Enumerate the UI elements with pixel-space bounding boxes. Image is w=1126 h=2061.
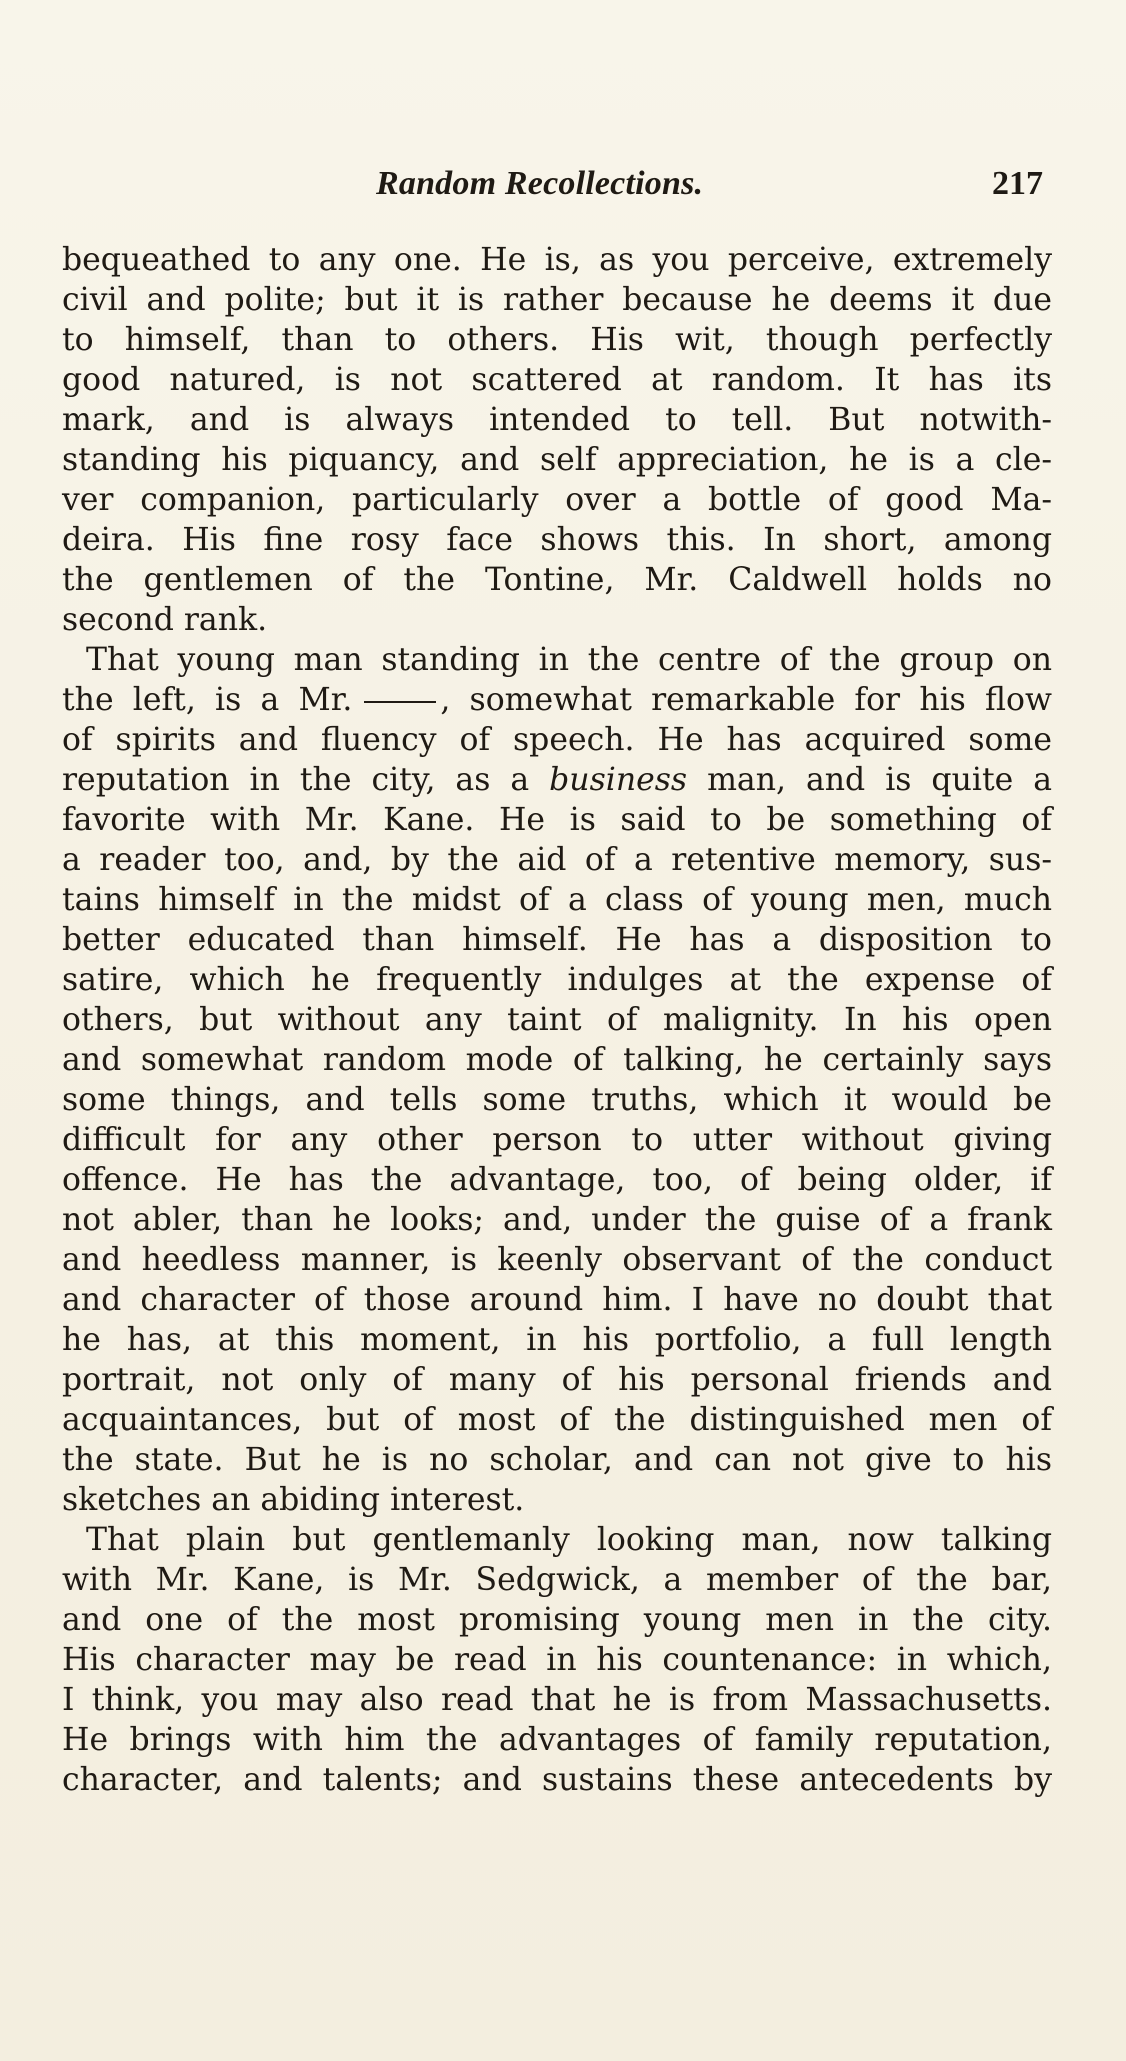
text-line: He brings with him the advantages of family reputation, — [62, 1722, 1052, 1758]
text-line: second rank. — [62, 602, 268, 638]
text-line: character, and talents; and sustains these antecedents by — [62, 1762, 1052, 1798]
text-line: standing his piquancy, and self appreciation, he is a cle- — [62, 442, 1052, 478]
text-line: good natured, is not scattered at random. It has its — [62, 362, 1052, 398]
running-title: Random Recollections. — [376, 165, 704, 202]
page-number: 217 — [992, 165, 1043, 202]
text-segment: the left, is a Mr. — [62, 682, 353, 718]
text-line: portrait, not only of many of his personal friends and — [62, 1362, 1052, 1398]
italic-word: business — [549, 762, 688, 798]
text-line: tains himself in the midst of a class of young men, much — [62, 882, 1052, 918]
text-line: satire, which he frequently indulges at the expense of — [62, 962, 1052, 998]
text-line: not abler, than he looks; and, under the guise of a frank — [62, 1202, 1052, 1238]
text-line: others, but without any taint of malignity. In his open — [62, 1002, 1052, 1038]
text-line: I think, you may also read that he is from Massachusetts. — [62, 1682, 1052, 1718]
text-line: sketches an abiding interest. — [62, 1482, 525, 1518]
text-line: mark, and is always intended to tell. But notwith- — [62, 402, 1052, 438]
text-line: civil and polite; but it is rather because he deems it due — [62, 282, 1052, 318]
text-segment: man, and is quite a — [707, 762, 1052, 798]
body-text — [62, 240, 1052, 1800]
text-line: His character may be read in his countenance: in which, — [62, 1642, 1052, 1678]
text-line: That young man standing in the centre of the group on — [86, 642, 1052, 678]
text-line: and one of the most promising young men in the city. — [62, 1602, 1052, 1638]
text-line: ver companion, particularly over a bottle of good Ma- — [62, 482, 1052, 518]
text-line: bequeathed to any one. He is, as you perceive, extremely — [62, 242, 1052, 278]
text-line: better educated than himself. He has a disposition to — [62, 922, 1052, 958]
text-line: he has, at this moment, in his portfolio, a full length — [62, 1322, 1052, 1358]
text-line: the state. But he is no scholar, and can not give to his — [62, 1442, 1052, 1478]
text-line: to himself, than to others. His wit, though perfectly — [62, 322, 1052, 358]
name-omission-dash — [364, 701, 436, 703]
text-line: and character of those around him. I have no doubt that — [62, 1282, 1052, 1318]
text-segment: , somewhat remarkable for his flow — [440, 682, 1052, 718]
text-line: and somewhat random mode of talking, he certainly says — [62, 1042, 1052, 1078]
text-line — [62, 680, 1052, 720]
text-line — [62, 760, 1052, 800]
text-line: some things, and tells some truths, which it would be — [62, 1082, 1052, 1118]
text-line: and heedless manner, is keenly observant of the conduct — [62, 1242, 1052, 1278]
text-line: difficult for any other person to utter without giving — [62, 1122, 1052, 1158]
text-line: a reader too, and, by the aid of a retentive memory, sus- — [62, 842, 1052, 878]
text-line: with Mr. Kane, is Mr. Sedgwick, a member of the bar, — [62, 1562, 1052, 1598]
text-line: the gentlemen of the Tontine, Mr. Caldwell holds no — [62, 562, 1052, 598]
text-line: offence. He has the advantage, too, of being older, if — [62, 1162, 1052, 1198]
text-line: acquaintances, but of most of the distinguished men of — [62, 1402, 1052, 1438]
text-line: favorite with Mr. Kane. He is said to be something of — [62, 802, 1052, 838]
text-line: That plain but gentlemanly looking man, now talking — [86, 1522, 1052, 1558]
running-header — [0, 165, 1126, 215]
text-line: deira. His fine rosy face shows this. In short, among — [62, 522, 1052, 558]
text-segment: reputation in the city, as a — [62, 762, 530, 798]
text-line: of spirits and fluency of speech. He has acquired some — [62, 722, 1052, 758]
